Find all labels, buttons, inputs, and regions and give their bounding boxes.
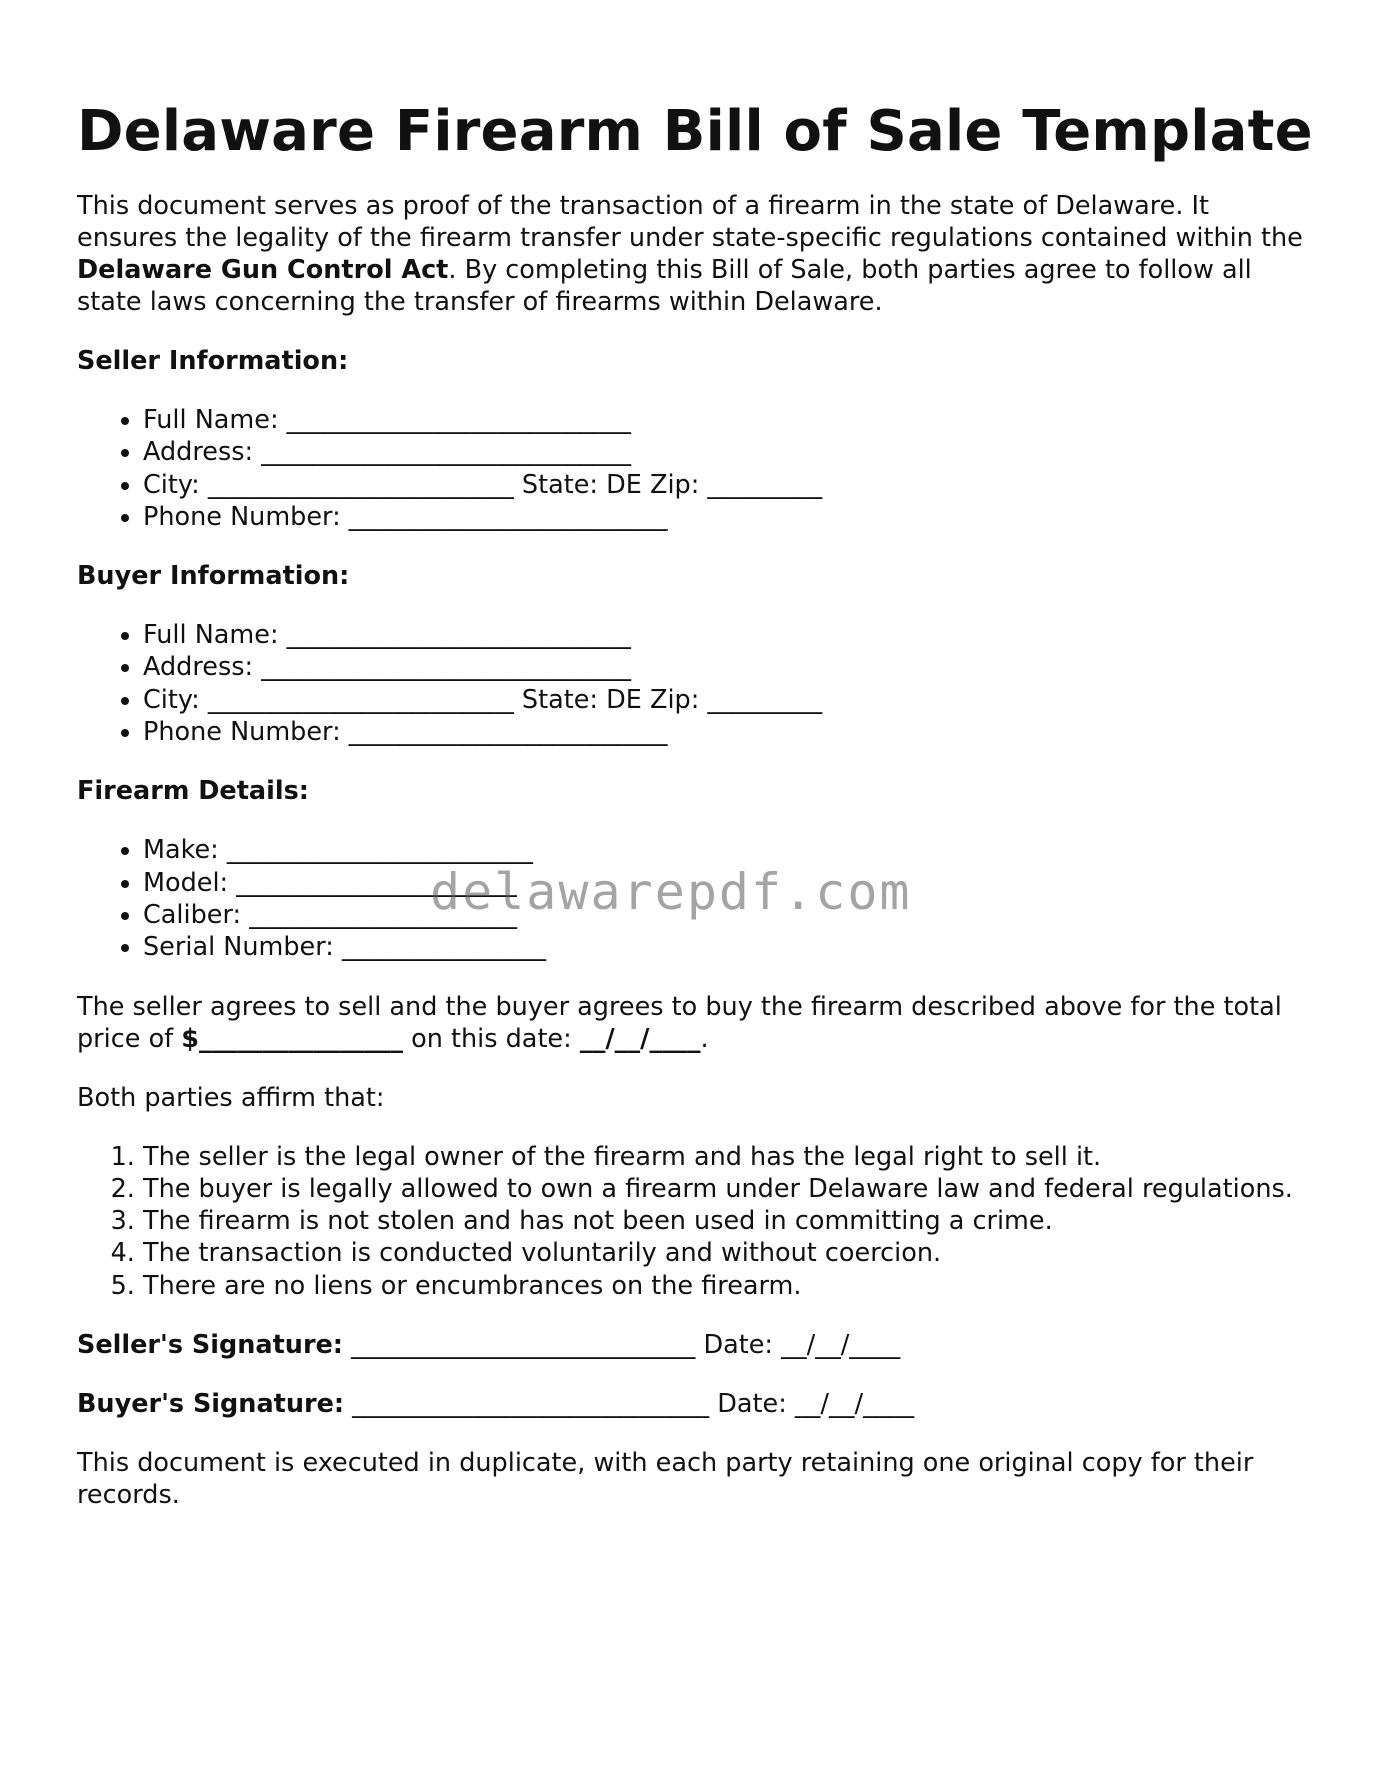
firearm-model-field: • Model: ______________________: [143, 867, 1327, 899]
firearm-serial-field: • Serial Number: ________________: [143, 931, 1327, 963]
seller-signature-line: [77, 1329, 1327, 1361]
firearm-heading: Firearm Details:: [77, 776, 309, 807]
buyer-phone-field: • Phone Number: _________________________: [143, 716, 1327, 748]
act-name: Delaware Gun Control Act: [77, 255, 449, 285]
seller-address-field: • Address: _____________________________: [143, 436, 1327, 468]
intro-text-start: This document serves as proof of the transaction of a firearm in the state of Delaware. It ensures the legality of the firearm transfer under state-specific regulations contained within the: [77, 191, 1303, 253]
agreement-text-start: The seller agrees to sell and the buyer agrees to buy the firearm described above for the total price of: [77, 991, 1282, 1054]
intro-text-end: . By completing this Bill of Sale, both parties agree to follow all state laws concerning the transfer of firearms within Delaware.: [77, 255, 1252, 317]
seller-city-state-zip-field: • City: ________________________ State: DE Zip: _________: [143, 469, 1327, 501]
buyer-fields-list: [77, 619, 1327, 748]
document: [77, 92, 1327, 1511]
page-title: Delaware Firearm Bill of Sale Template: [77, 99, 1313, 164]
seller-phone-field: • Phone Number: _________________________: [143, 501, 1327, 533]
seller-fields-list: [77, 404, 1327, 533]
affirm-lead: Both parties affirm that:: [77, 1082, 385, 1113]
watermark: delawarepdf.com: [430, 863, 912, 921]
seller-heading: Seller Information:: [77, 346, 349, 376]
buyer-signature-line: [77, 1388, 1327, 1420]
firearm-make-field: • Make: ________________________: [143, 834, 1327, 866]
affirm-item: 2. The buyer is legally allowed to own a firearm under Delaware law and federal regulations.: [143, 1173, 1327, 1205]
buyer-city-state-zip-field: • City: ________________________ State: DE Zip: _________: [143, 684, 1327, 716]
affirm-item: 4. The transaction is conducted voluntarily and without coercion.: [143, 1237, 1327, 1269]
seller-signature-blank: ___________________________ Date: __/__/____: [343, 1330, 901, 1361]
affirm-item: 3. The firearm is not stolen and has not been used in committing a crime.: [143, 1205, 1327, 1237]
buyer-signature-label: Buyer's Signature:: [77, 1389, 345, 1420]
agreement-paragraph: [77, 991, 1327, 1055]
closing-paragraph: This document is executed in duplicate, with each party retaining one original copy for their records.: [77, 1448, 1254, 1511]
price-field: $________________: [181, 1023, 404, 1054]
seller-signature-label: Seller's Signature:: [77, 1330, 344, 1361]
intro-paragraph: [77, 190, 1317, 318]
agreement-text-end: .: [700, 1023, 709, 1054]
buyer-address-field: • Address: _____________________________: [143, 651, 1327, 683]
affirm-list: [77, 1141, 1327, 1302]
buyer-full-name-field: • Full Name: ___________________________: [143, 619, 1327, 651]
sale-date-field: __/__/____: [579, 1023, 701, 1054]
buyer-signature-blank: ____________________________ Date: __/__/____: [344, 1389, 915, 1420]
firearm-caliber-field: • Caliber: _____________________: [143, 899, 1327, 931]
affirm-item: 5. There are no liens or encumbrances on the firearm.: [143, 1270, 1327, 1302]
agreement-text-mid: on this date:: [403, 1023, 580, 1054]
affirm-item: 1. The seller is the legal owner of the firearm and has the legal right to sell it.: [143, 1141, 1327, 1173]
seller-full-name-field: • Full Name: ___________________________: [143, 404, 1327, 436]
buyer-heading: Buyer Information:: [77, 561, 350, 592]
firearm-fields-list: [77, 834, 1327, 963]
